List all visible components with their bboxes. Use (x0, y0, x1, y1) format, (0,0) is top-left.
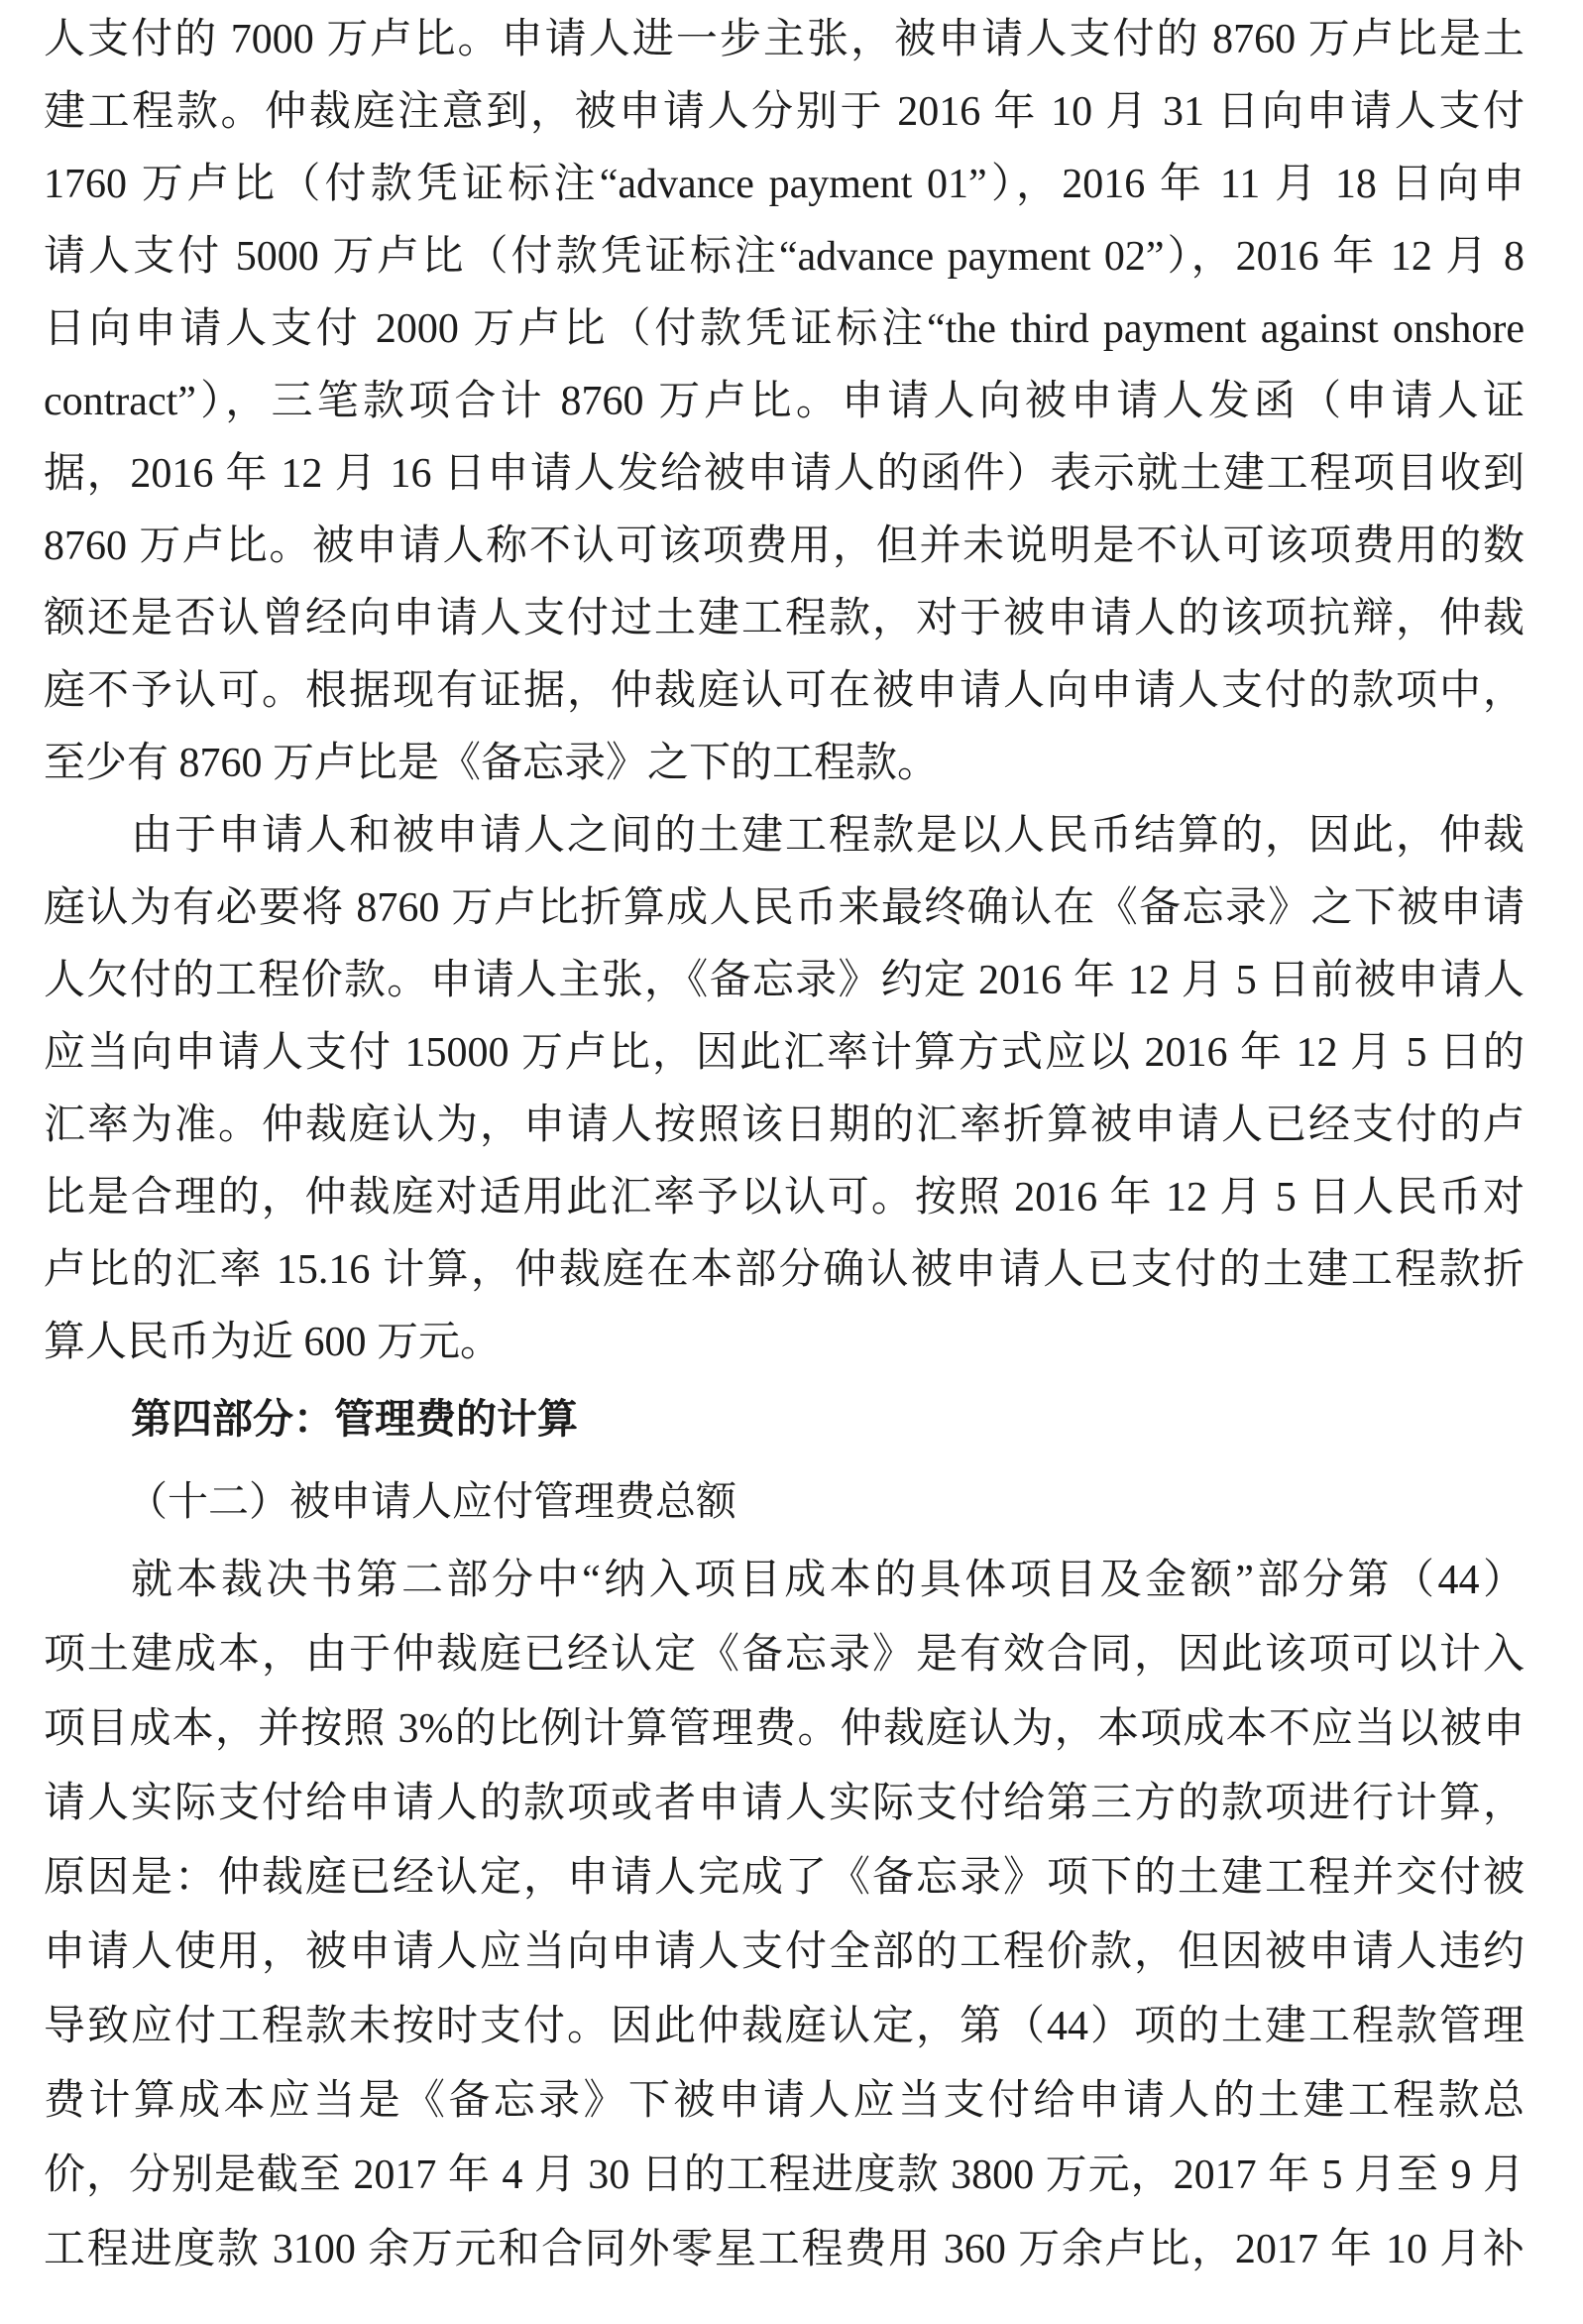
paragraph-3-line-5: 原因是：仲裁庭已经认定，申请人完成了《备忘录》项下的土建工程并交付被 (44, 1855, 1525, 1901)
paragraph-1-line-8: 8760 万卢比。被申请人称不认可该项费用，但并未说明是不认可该项费用的数 (44, 523, 1525, 569)
paragraph-2-line-5: 汇率为准。仲裁庭认为，申请人按照该日期的汇率折算被申请人已经支付的卢 (44, 1103, 1525, 1148)
paragraph-3-line-3: 项目成本，并按照 3%的比例计算管理费。仲裁庭认为，本项成本不应当以被申 (44, 1706, 1525, 1752)
paragraph-1-line-2: 建工程款。仲裁庭注意到，被申请人分别于 2016 年 10 月 31 日向申请人支付 (44, 89, 1525, 135)
paragraph-2-line-3: 人欠付的工程价款。申请人主张，《备忘录》约定 2016 年 12 月 5 日前被申请人 (44, 958, 1525, 1003)
subsection-heading: （十二）被申请人应付管理费总额 (127, 1477, 736, 1525)
document-body (44, 4, 1525, 2287)
paragraph-3-line-4: 请人实际支付给申请人的款项或者申请人实际支付给第三方的款项进行计算， (44, 1781, 1525, 1826)
paragraph-1-line-7: 据，2016 年 12 月 16 日申请人发给被申请人的函件）表示就土建工程项目收到 (44, 451, 1525, 497)
paragraph-2 (44, 800, 1525, 1379)
paragraph-1-line-9: 额还是否认曾经向申请人支付过土建工程款，对于被申请人的该项抗辩，仲裁 (44, 596, 1525, 641)
paragraph-2-line-6: 比是合理的，仲裁庭对适用此汇率予以认可。按照 2016 年 12 月 5 日人民币对 (44, 1175, 1525, 1220)
paragraph-3-line-6: 申请人使用，被申请人应当向申请人支付全部的工程价款，但因被申请人违约 (44, 1929, 1525, 1975)
section-heading: 第四部分：管理费的计算 (131, 1395, 578, 1443)
paragraph-1-line-3: 1760 万卢比（付款凭证标注“advance payment 01”），2016 年 11 月 18 日向申 (44, 162, 1525, 207)
paragraph-1-line-1: 人支付的 7000 万卢比。申请人进一步主张，被申请人支付的 8760 万卢比是土 (44, 17, 1525, 62)
paragraph-1-line-5: 日向申请人支付 2000 万卢比（付款凭证标注“the third payment against onshore (44, 306, 1525, 352)
paragraph-1-line-6: contract”），三笔款项合计 8760 万卢比。申请人向被申请人发函（申请人证 (44, 379, 1525, 424)
paragraph-3-line-7: 导致应付工程款未按时支付。因此仲裁庭认定，第（44）项的土建工程款管理 (44, 2004, 1525, 2049)
paragraph-3-line-2: 项土建成本，由于仲裁庭已经认定《备忘录》是有效合同，因此该项可以计入 (44, 1632, 1525, 1678)
paragraph-2-line-2: 庭认为有必要将 8760 万卢比折算成人民币来最终确认在《备忘录》之下被申请 (44, 885, 1525, 931)
paragraph-3-line-9: 价，分别是截至 2017 年 4 月 30 日的工程进度款 3800 万元，2017 年 5 月至 9 月 (44, 2152, 1525, 2198)
paragraph-3-line-8: 费计算成本应当是《备忘录》下被申请人应当支付给申请人的土建工程款总 (44, 2078, 1525, 2124)
paragraph-2-line-4: 应当向申请人支付 15000 万卢比，因此汇率计算方式应以 2016 年 12 月 5 日的 (44, 1030, 1525, 1076)
paragraph-3 (44, 1544, 1525, 2287)
paragraph-2-line-7: 卢比的汇率 15.16 计算，仲裁庭在本部分确认被申请人已支付的土建工程款折 (44, 1247, 1525, 1293)
paragraph-1-line-4: 请人支付 5000 万卢比（付款凭证标注“advance payment 02”），2016 年 12 月 8 (44, 234, 1525, 280)
paragraph-2-line-1: 由于申请人和被申请人之间的土建工程款是以人民币结算的，因此，仲裁 (131, 813, 1525, 859)
paragraph-3-line-1: 就本裁决书第二部分中“纳入项目成本的具体项目及金额”部分第（44） (131, 1558, 1525, 1603)
paragraph-1-line-10: 庭不予认可。根据现有证据，仲裁庭认可在被申请人向申请人支付的款项中， (44, 668, 1525, 714)
paragraph-1-line-11: 至少有 8760 万卢比是《备忘录》之下的工程款。 (44, 741, 940, 786)
paragraph-1 (44, 4, 1525, 800)
paragraph-2-line-8: 算人民币为近 600 万元。 (44, 1320, 503, 1365)
paragraph-3-line-10: 工程进度款 3100 余万元和合同外零星工程费用 360 万余卢比，2017 年 10 月补 (44, 2227, 1525, 2272)
